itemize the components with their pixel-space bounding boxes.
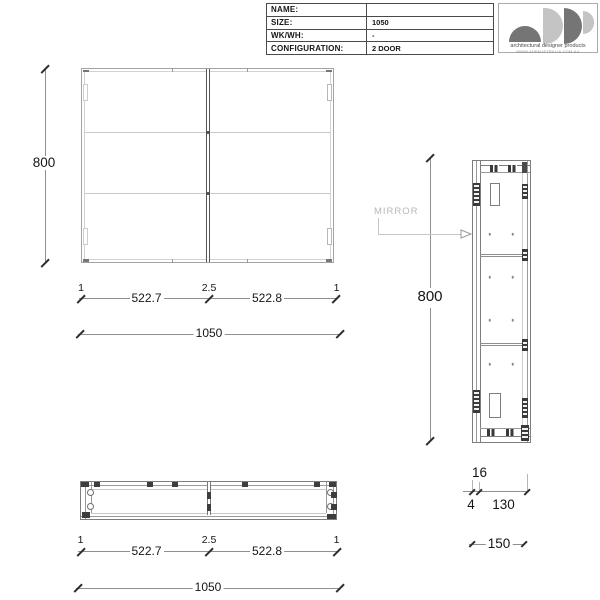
front-left-gap-dim: 1 [78,282,84,294]
side-fitting [522,398,528,418]
front-door-divider [206,69,210,262]
configuration-label: CONFIGURATION: [267,42,367,54]
side-height-dim-line [430,308,431,441]
plan-right-door-dim: 522.8 [251,544,283,558]
side-shelf-pin [488,233,491,236]
depth-front-thickness-dim: 16 [471,465,488,480]
side-fitting [522,339,528,351]
plan-right-gap-dim: 1 [333,534,340,546]
wkwh-label: WK/WH: [267,30,367,42]
front-hinge-mark-icon [83,228,88,245]
name-label: NAME: [267,4,367,16]
plan-fitting [81,482,89,487]
front-edge-tick [172,68,173,72]
side-fitting [487,429,496,436]
side-fitting [508,165,517,172]
front-edge-tick [247,259,248,263]
plan-fitting [331,492,337,499]
plan-center-gap-dim: 2.5 [201,534,217,546]
side-fitting [490,165,499,172]
front-corner-mark [326,70,332,73]
front-corner-mark [326,259,332,262]
logo-letter-d-icon [543,8,563,44]
dim-tick [524,488,531,495]
side-hinge-icon [473,390,480,413]
dim-tick [426,437,435,446]
plan-fitting [147,482,153,487]
title-block-row-size [267,17,493,30]
side-shelf-pin [511,363,514,366]
dim-tick [336,330,345,339]
wkwh-value: - [372,30,375,40]
size-label: SIZE: [267,17,367,29]
side-shelf-line [480,345,522,346]
front-edge-tick [247,68,248,72]
title-block [266,3,494,55]
front-divider-fitting [206,131,210,134]
side-fitting [522,184,528,199]
plan-inner-line [81,516,336,517]
front-right-door-dim: 522.8 [251,291,283,305]
mirror-leader-arrow-icon [460,229,472,239]
side-fitting [522,162,528,173]
front-hinge-mark-icon [327,228,332,245]
plan-hinge-cup-icon [87,489,94,496]
logo-letter-p-icon [564,8,582,44]
front-hinge-mark-icon [83,84,88,101]
side-height-dim: 800 [417,288,443,305]
overall-depth-dim: 150 [487,536,511,551]
size-value: 1050 [372,18,389,28]
front-divider-fitting [206,192,210,195]
side-shelf-line [480,343,522,344]
side-cutout [490,183,501,206]
side-door-back-line [480,161,481,442]
plan-divider-fitting [207,504,211,511]
plan-fitting [94,482,100,487]
plan-fitting [331,504,337,511]
side-hinge-icon [473,183,480,206]
depth-carcass-dim: 130 [492,497,515,512]
side-interior-line [522,173,523,428]
dim-tick [336,584,345,593]
front-corner-mark [83,70,89,73]
side-height-dim-line [430,157,431,288]
plan-fitting [82,512,90,518]
plan-fitting [327,514,336,520]
plan-divider-fitting [207,492,211,499]
front-corner-mark [83,259,89,262]
mirror-leader-line [378,234,462,235]
name-value [367,4,493,16]
dim-tick [520,541,527,548]
plan-overall-width-dim: 1050 [194,580,222,594]
front-center-gap-dim: 2.5 [201,282,217,294]
front-hinge-mark-icon [327,84,332,101]
side-shelf-line [480,256,522,257]
logo-letter-a-icon [509,26,541,42]
front-edge-tick [172,259,173,263]
side-fitting [521,425,529,441]
title-block-row-name [267,4,493,17]
plan-left-gap-dim: 1 [77,534,84,546]
side-cutout [489,393,501,418]
side-shelf-line [480,254,522,255]
side-fitting [506,429,515,436]
front-overall-width-dim: 1050 [195,326,223,340]
plan-hinge-cup-icon [87,503,94,510]
side-shelf-pin [511,276,514,279]
front-height-dim: 800 [32,155,56,170]
side-fitting [522,249,528,261]
logo-half-disc-icon [583,11,594,34]
side-shelf-pin [511,233,514,236]
plan-fitting [172,482,178,487]
front-left-door-dim: 522.7 [131,291,162,305]
logo-tagline: architectural designer products [510,43,586,49]
plan-fitting [242,482,248,487]
title-block-row-wkwh [267,30,493,43]
side-shelf-pin [511,319,514,322]
mirror-leader-line [378,218,379,234]
adp-logo [498,3,598,53]
logo-website: WWW.ADPAUSTRALIA.COM.AU [516,50,580,54]
front-right-gap-dim: 1 [333,282,340,294]
plan-fitting [314,482,320,487]
mirror-callout-label: MIRROR [374,206,419,217]
side-shelf-pin [488,319,491,322]
configuration-value: 2 DOOR [372,43,401,53]
title-block-row-configuration [267,42,493,54]
side-shelf-pin [488,276,491,279]
plan-left-door-dim: 522.7 [131,544,162,558]
plan-fitting [329,482,336,487]
depth-gap-dim: 4 [467,497,475,512]
side-shelf-pin [488,363,491,366]
